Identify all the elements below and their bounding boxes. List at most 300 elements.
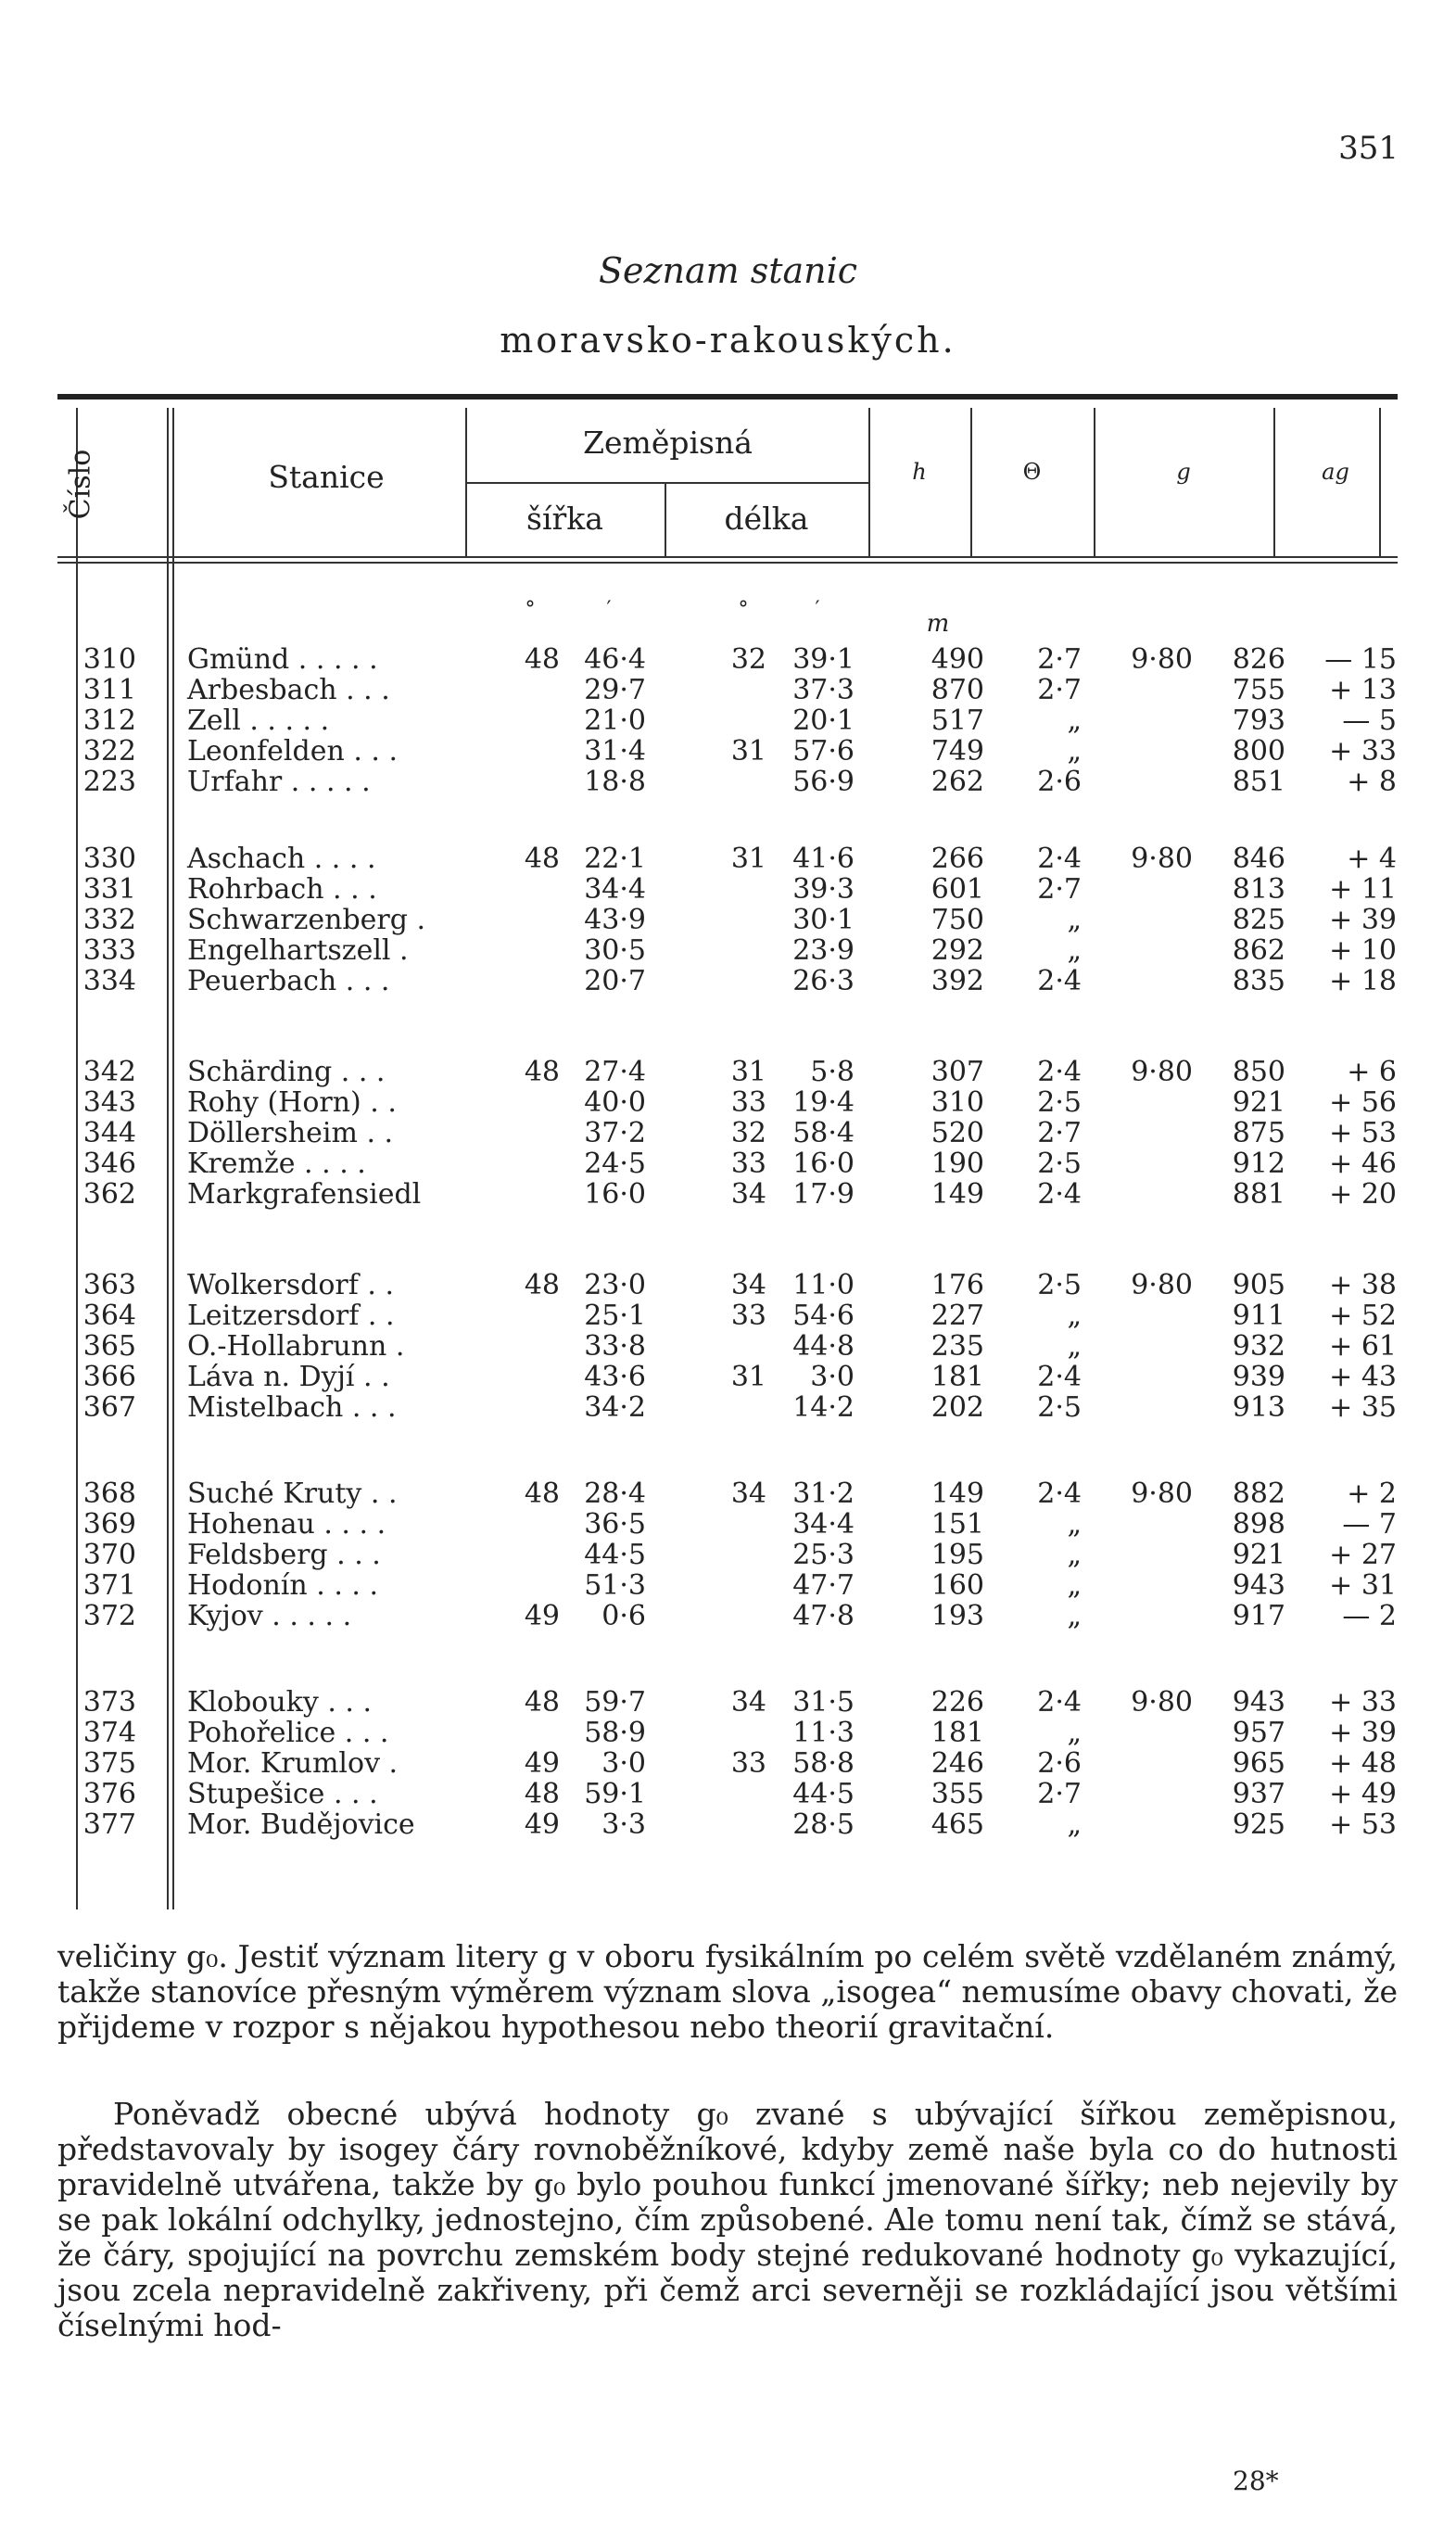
table-row xyxy=(57,1570,1398,1601)
cell-h: 307 xyxy=(931,1056,984,1088)
cell-latm: 30·5 xyxy=(584,934,646,967)
cell-h: 870 xyxy=(931,674,984,706)
cell-num: 367 xyxy=(82,1391,136,1424)
cell-num: 334 xyxy=(82,965,136,997)
header-theta: Θ xyxy=(1022,459,1042,485)
cell-latd: 49 xyxy=(524,1808,560,1841)
cell-lonm: 28·5 xyxy=(792,1808,855,1841)
cell-gr: 881 xyxy=(1232,1178,1285,1211)
cell-h: 235 xyxy=(931,1330,984,1363)
table-hline xyxy=(57,562,1398,564)
cell-ag: + 38 xyxy=(1329,1269,1397,1301)
cell-lonm: 5·8 xyxy=(810,1056,855,1088)
cell-gb: 9·80 xyxy=(1131,1056,1193,1088)
cell-th: 2·7 xyxy=(1037,643,1082,676)
cell-latm: 3·0 xyxy=(601,1747,646,1780)
cell-th: 2·4 xyxy=(1037,1178,1082,1211)
cell-lond: 33 xyxy=(730,1747,766,1780)
cell-latm: 40·0 xyxy=(584,1086,646,1119)
cell-h: 176 xyxy=(931,1269,984,1301)
cell-name: Schwarzenberg . xyxy=(187,904,426,936)
cell-lonm: 58·4 xyxy=(792,1117,855,1149)
cell-latd: 49 xyxy=(524,1600,560,1632)
cell-num: 312 xyxy=(82,704,136,737)
cell-num: 332 xyxy=(82,904,136,936)
cell-num: 331 xyxy=(82,873,136,906)
cell-ag: + 53 xyxy=(1329,1808,1397,1841)
cell-th: „ xyxy=(1067,1508,1082,1541)
cell-latd: 48 xyxy=(524,1478,560,1510)
table-row xyxy=(57,736,1398,767)
cell-name: O.-Hollabrunn . xyxy=(187,1330,405,1363)
cell-th: „ xyxy=(1067,1330,1082,1363)
cell-h: 310 xyxy=(931,1086,984,1119)
cell-h: 520 xyxy=(931,1117,984,1149)
cell-th: „ xyxy=(1067,1300,1082,1332)
cell-ag: + 11 xyxy=(1329,873,1397,906)
table-group xyxy=(57,844,1398,996)
cell-ag: + 56 xyxy=(1329,1086,1397,1119)
table-group xyxy=(57,1270,1398,1423)
cell-name: Engelhartszell . xyxy=(187,934,409,967)
cell-latm: 29·7 xyxy=(584,674,646,706)
cell-gr: 917 xyxy=(1232,1600,1285,1632)
cell-name: Gmünd . . . . . xyxy=(187,643,378,676)
cell-ag: + 10 xyxy=(1329,934,1397,967)
cell-th: 2·5 xyxy=(1037,1148,1082,1180)
cell-lond: 33 xyxy=(730,1086,766,1119)
cell-h: 266 xyxy=(931,843,984,875)
cell-num: 372 xyxy=(82,1600,136,1632)
cell-h: 193 xyxy=(931,1600,984,1632)
cell-th: 2·4 xyxy=(1037,843,1082,875)
cell-ag: — 7 xyxy=(1342,1508,1397,1541)
table-row xyxy=(57,966,1398,996)
cell-gr: 912 xyxy=(1232,1148,1285,1180)
cell-gr: 851 xyxy=(1232,766,1285,798)
cell-gb: 9·80 xyxy=(1131,1269,1193,1301)
cell-lonm: 54·6 xyxy=(792,1300,855,1332)
cell-ag: + 48 xyxy=(1329,1747,1397,1780)
cell-num: 369 xyxy=(82,1508,136,1541)
cell-latd: 48 xyxy=(524,1269,560,1301)
cell-num: 223 xyxy=(82,766,136,798)
cell-th: „ xyxy=(1067,1808,1082,1841)
cell-latm: 34·2 xyxy=(584,1391,646,1424)
cell-lonm: 30·1 xyxy=(792,904,855,936)
cell-num: 330 xyxy=(82,843,136,875)
cell-gr: 921 xyxy=(1232,1086,1285,1119)
cell-th: „ xyxy=(1067,1717,1082,1749)
cell-num: 374 xyxy=(82,1717,136,1749)
cell-ag: + 6 xyxy=(1347,1056,1397,1088)
table-row xyxy=(57,1478,1398,1509)
cell-lonm: 23·9 xyxy=(792,934,855,967)
table-group xyxy=(57,1687,1398,1840)
cell-latm: 25·1 xyxy=(584,1300,646,1332)
cell-lonm: 37·3 xyxy=(792,674,855,706)
cell-name: Wolkersdorf . . xyxy=(187,1269,394,1301)
cell-ag: — 2 xyxy=(1342,1600,1397,1632)
cell-gr: 932 xyxy=(1232,1330,1285,1363)
cell-gr: 755 xyxy=(1232,674,1285,706)
cell-th: „ xyxy=(1067,934,1082,967)
cell-ag: + 20 xyxy=(1329,1178,1397,1211)
page-number: 351 xyxy=(1338,130,1399,167)
unit-deg-lat: ° xyxy=(525,598,536,621)
cell-th: 2·7 xyxy=(1037,873,1082,906)
cell-lonm: 44·8 xyxy=(792,1330,855,1363)
table-row xyxy=(57,705,1398,736)
cell-latm: 33·8 xyxy=(584,1330,646,1363)
cell-num: 363 xyxy=(82,1269,136,1301)
cell-latm: 51·3 xyxy=(584,1569,646,1602)
cell-latd: 48 xyxy=(524,1056,560,1088)
cell-lond: 31 xyxy=(730,1056,766,1088)
cell-h: 465 xyxy=(931,1808,984,1841)
cell-h: 149 xyxy=(931,1478,984,1510)
table-row xyxy=(57,1601,1398,1631)
cell-latm: 21·0 xyxy=(584,704,646,737)
cell-h: 181 xyxy=(931,1361,984,1393)
cell-ag: + 13 xyxy=(1329,674,1397,706)
table-row xyxy=(57,1179,1398,1210)
cell-name: Schärding . . . xyxy=(187,1056,386,1088)
cell-gr: 862 xyxy=(1232,934,1285,967)
cell-th: „ xyxy=(1067,1569,1082,1602)
cell-name: Peuerbach . . . xyxy=(187,965,390,997)
cell-latm: 59·7 xyxy=(584,1686,646,1719)
cell-th: 2·4 xyxy=(1037,1478,1082,1510)
cell-ag: + 49 xyxy=(1329,1778,1397,1810)
cell-num: 371 xyxy=(82,1569,136,1602)
cell-lond: 31 xyxy=(730,735,766,767)
cell-ag: + 43 xyxy=(1329,1361,1397,1393)
cell-h: 202 xyxy=(931,1391,984,1424)
unit-h: m xyxy=(926,610,950,638)
cell-th: „ xyxy=(1067,704,1082,737)
cell-lond: 31 xyxy=(730,1361,766,1393)
cell-h: 160 xyxy=(931,1569,984,1602)
table-row xyxy=(57,1270,1398,1300)
cell-h: 181 xyxy=(931,1717,984,1749)
paragraph-2: Poněvadž obecné ubývá hodnoty g₀ zvané s ubývající šířkou zeměpisnou, představovaly by isogey čáry rovnoběžníkové, kdyby země naše byla co do hutnosti pravidelně utvářena, takže by g₀ bylo pouhou funkcí jmenované šířky; neb nejevily by se pak lokální odchylky, jednostejno, čím způsobené. Ale tomu není tak, čímž se stává, že čáry, spojující na povrchu zemském body stejné redukované hodnoty g₀ vykazující, jsou zcela nepravidelně zakřiveny, při čemž arci severněji se rozkládající jsou většími číselnými hod- xyxy=(57,2096,1398,2343)
table-row xyxy=(57,1118,1398,1148)
cell-lonm: 57·6 xyxy=(792,735,855,767)
table-row xyxy=(57,1809,1398,1840)
cell-gb: 9·80 xyxy=(1131,1478,1193,1510)
cell-latm: 43·9 xyxy=(584,904,646,936)
cell-name: Rohy (Horn) . . xyxy=(187,1086,397,1119)
cell-name: Zell . . . . . xyxy=(187,704,330,737)
table-hline xyxy=(57,556,1398,558)
cell-name: Mor. Budějovice xyxy=(187,1808,415,1841)
cell-h: 190 xyxy=(931,1148,984,1180)
cell-ag: + 27 xyxy=(1329,1539,1397,1571)
cell-num: 342 xyxy=(82,1056,136,1088)
table-hline xyxy=(465,482,870,484)
cell-lond: 33 xyxy=(730,1148,766,1180)
table-row xyxy=(57,874,1398,905)
cell-h: 151 xyxy=(931,1508,984,1541)
table-row xyxy=(57,1540,1398,1570)
cell-th: „ xyxy=(1067,735,1082,767)
cell-ag: + 52 xyxy=(1329,1300,1397,1332)
unit-min-lon: ′ xyxy=(815,598,820,621)
table-row xyxy=(57,1779,1398,1809)
cell-h: 246 xyxy=(931,1747,984,1780)
header-h: h xyxy=(912,459,927,485)
cell-lond: 34 xyxy=(730,1686,766,1719)
cell-gr: 957 xyxy=(1232,1717,1285,1749)
cell-th: 2·5 xyxy=(1037,1086,1082,1119)
cell-name: Aschach . . . . xyxy=(187,843,376,875)
cell-num: 362 xyxy=(82,1178,136,1211)
cell-latm: 16·0 xyxy=(584,1178,646,1211)
cell-latm: 24·5 xyxy=(584,1148,646,1180)
cell-ag: + 8 xyxy=(1347,766,1397,798)
cell-lonm: 58·8 xyxy=(792,1747,855,1780)
table-row xyxy=(57,1392,1398,1423)
cell-latm: 58·9 xyxy=(584,1717,646,1749)
top-rule xyxy=(57,394,1398,400)
table-group xyxy=(57,644,1398,797)
cell-gr: 875 xyxy=(1232,1117,1285,1149)
cell-th: 2·6 xyxy=(1037,1747,1082,1780)
cell-name: Láva n. Dyjí . . xyxy=(187,1361,390,1393)
cell-h: 227 xyxy=(931,1300,984,1332)
cell-gr: 793 xyxy=(1232,704,1285,737)
cell-th: 2·4 xyxy=(1037,1361,1082,1393)
cell-lonm: 11·0 xyxy=(792,1269,855,1301)
cell-lonm: 19·4 xyxy=(792,1086,855,1119)
cell-lonm: 44·5 xyxy=(792,1778,855,1810)
cell-lond: 34 xyxy=(730,1178,766,1211)
table-row xyxy=(57,935,1398,966)
cell-num: 368 xyxy=(82,1478,136,1510)
cell-latm: 44·5 xyxy=(584,1539,646,1571)
cell-gr: 921 xyxy=(1232,1539,1285,1571)
cell-num: 364 xyxy=(82,1300,136,1332)
cell-th: „ xyxy=(1067,1539,1082,1571)
cell-lonm: 56·9 xyxy=(792,766,855,798)
cell-gr: 813 xyxy=(1232,873,1285,906)
cell-gr: 943 xyxy=(1232,1686,1285,1719)
header-stanice: Stanice xyxy=(268,459,385,495)
cell-lonm: 47·7 xyxy=(792,1569,855,1602)
cell-name: Leonfelden . . . xyxy=(187,735,399,767)
table-row xyxy=(57,1509,1398,1540)
cell-h: 355 xyxy=(931,1778,984,1810)
cell-lond: 33 xyxy=(730,1300,766,1332)
cell-gb: 9·80 xyxy=(1131,843,1193,875)
cell-latm: 43·6 xyxy=(584,1361,646,1393)
cell-name: Kyjov . . . . . xyxy=(187,1600,352,1632)
cell-gr: 913 xyxy=(1232,1391,1285,1424)
cell-lond: 32 xyxy=(730,643,766,676)
table-row xyxy=(57,1148,1398,1179)
cell-h: 392 xyxy=(931,965,984,997)
cell-ag: + 53 xyxy=(1329,1117,1397,1149)
cell-latm: 34·4 xyxy=(584,873,646,906)
cell-num: 366 xyxy=(82,1361,136,1393)
cell-latm: 46·4 xyxy=(584,643,646,676)
cell-h: 601 xyxy=(931,873,984,906)
table-row xyxy=(57,767,1398,797)
cell-gr: 882 xyxy=(1232,1478,1285,1510)
cell-h: 149 xyxy=(931,1178,984,1211)
cell-lond: 34 xyxy=(730,1269,766,1301)
cell-gr: 905 xyxy=(1232,1269,1285,1301)
cell-latm: 36·5 xyxy=(584,1508,646,1541)
cell-name: Feldsberg . . . xyxy=(187,1539,381,1571)
cell-gr: 800 xyxy=(1232,735,1285,767)
cell-th: 2·5 xyxy=(1037,1391,1082,1424)
header-zemepisna: Zeměpisná xyxy=(583,425,753,461)
cell-ag: + 35 xyxy=(1329,1391,1397,1424)
cell-latm: 0·6 xyxy=(601,1600,646,1632)
cell-latm: 31·4 xyxy=(584,735,646,767)
cell-gr: 846 xyxy=(1232,843,1285,875)
cell-latd: 48 xyxy=(524,843,560,875)
cell-lonm: 3·0 xyxy=(810,1361,855,1393)
cell-th: „ xyxy=(1067,904,1082,936)
cell-lond: 32 xyxy=(730,1117,766,1149)
cell-latm: 28·4 xyxy=(584,1478,646,1510)
cell-ag: + 4 xyxy=(1347,843,1397,875)
cell-name: Rohrbach . . . xyxy=(187,873,377,906)
cell-num: 376 xyxy=(82,1778,136,1810)
cell-th: 2·5 xyxy=(1037,1269,1082,1301)
cell-latd: 49 xyxy=(524,1747,560,1780)
cell-name: Pohořelice . . . xyxy=(187,1717,389,1749)
cell-h: 226 xyxy=(931,1686,984,1719)
cell-latm: 22·1 xyxy=(584,843,646,875)
cell-num: 343 xyxy=(82,1086,136,1119)
cell-lonm: 16·0 xyxy=(792,1148,855,1180)
cell-num: 375 xyxy=(82,1747,136,1780)
cell-lonm: 20·1 xyxy=(792,704,855,737)
paragraph-1: veličiny g₀. Jestiť význam litery g v oboru fysikálním po celém světě vzdělaném známý, takže stanovíce přesným výměrem význam slova „isogea“ nemusíme obavy chovati, že přijdeme v rozpor s nějakou hypothesou nebo theorií gravitační. xyxy=(57,1938,1398,2045)
cell-num: 322 xyxy=(82,735,136,767)
cell-num: 346 xyxy=(82,1148,136,1180)
cell-latm: 23·0 xyxy=(584,1269,646,1301)
table-row xyxy=(57,1331,1398,1362)
cell-h: 749 xyxy=(931,735,984,767)
cell-th: 2·4 xyxy=(1037,1056,1082,1088)
cell-lonm: 17·9 xyxy=(792,1178,855,1211)
cell-num: 370 xyxy=(82,1539,136,1571)
header-g: g xyxy=(1176,459,1191,485)
table-row xyxy=(57,1087,1398,1118)
table-group xyxy=(57,1057,1398,1210)
table-row xyxy=(57,675,1398,705)
cell-name: Urfahr . . . . . xyxy=(187,766,371,798)
cell-ag: + 33 xyxy=(1329,1686,1397,1719)
cell-num: 310 xyxy=(82,643,136,676)
cell-lonm: 25·3 xyxy=(792,1539,855,1571)
cell-th: „ xyxy=(1067,1600,1082,1632)
cell-latm: 37·2 xyxy=(584,1117,646,1149)
cell-name: Mor. Krumlov . xyxy=(187,1747,399,1780)
header-cislo: Číslo xyxy=(64,449,97,520)
cell-lonm: 41·6 xyxy=(792,843,855,875)
table-row xyxy=(57,1718,1398,1748)
cell-gr: 943 xyxy=(1232,1569,1285,1602)
cell-name: Stupešice . . . xyxy=(187,1778,378,1810)
table-group xyxy=(57,1478,1398,1631)
cell-num: 377 xyxy=(82,1808,136,1841)
cell-th: 2·4 xyxy=(1037,1686,1082,1719)
cell-num: 373 xyxy=(82,1686,136,1719)
cell-th: 2·7 xyxy=(1037,1117,1082,1149)
cell-gr: 911 xyxy=(1232,1300,1285,1332)
cell-gr: 825 xyxy=(1232,904,1285,936)
cell-ag: + 61 xyxy=(1329,1330,1397,1363)
cell-gr: 850 xyxy=(1232,1056,1285,1088)
cell-ag: + 39 xyxy=(1329,1717,1397,1749)
cell-h: 195 xyxy=(931,1539,984,1571)
cell-latd: 48 xyxy=(524,643,560,676)
cell-gr: 937 xyxy=(1232,1778,1285,1810)
cell-th: 2·6 xyxy=(1037,766,1082,798)
table-row xyxy=(57,1300,1398,1331)
header-sirka: šířka xyxy=(526,501,603,537)
footnote-mark: 28* xyxy=(1233,2466,1279,2496)
cell-latd: 48 xyxy=(524,1778,560,1810)
cell-th: 2·4 xyxy=(1037,965,1082,997)
cell-lonm: 11·3 xyxy=(792,1717,855,1749)
table-row xyxy=(57,844,1398,874)
table-row xyxy=(57,905,1398,935)
cell-latd: 48 xyxy=(524,1686,560,1719)
cell-gr: 835 xyxy=(1232,965,1285,997)
cell-h: 262 xyxy=(931,766,984,798)
cell-gb: 9·80 xyxy=(1131,1686,1193,1719)
table-row xyxy=(57,1748,1398,1779)
cell-ag: — 5 xyxy=(1342,704,1397,737)
cell-th: 2·7 xyxy=(1037,674,1082,706)
cell-latm: 18·8 xyxy=(584,766,646,798)
cell-name: Mistelbach . . . xyxy=(187,1391,397,1424)
table-row xyxy=(57,644,1398,675)
cell-ag: + 31 xyxy=(1329,1569,1397,1602)
cell-lonm: 34·4 xyxy=(792,1508,855,1541)
page-subtitle: moravsko-rakouských. xyxy=(500,320,956,361)
cell-gr: 939 xyxy=(1232,1361,1285,1393)
cell-lonm: 31·2 xyxy=(792,1478,855,1510)
unit-min-lat: ′ xyxy=(606,598,612,621)
cell-latm: 3·3 xyxy=(601,1808,646,1841)
cell-lonm: 31·5 xyxy=(792,1686,855,1719)
cell-latm: 27·4 xyxy=(584,1056,646,1088)
table-row xyxy=(57,1362,1398,1392)
cell-ag: + 18 xyxy=(1329,965,1397,997)
cell-name: Suché Kruty . . xyxy=(187,1478,398,1510)
cell-lonm: 39·3 xyxy=(792,873,855,906)
cell-name: Arbesbach . . . xyxy=(187,674,390,706)
cell-latm: 20·7 xyxy=(584,965,646,997)
cell-name: Kremže . . . . xyxy=(187,1148,366,1180)
cell-name: Klobouky . . . xyxy=(187,1686,372,1719)
cell-num: 333 xyxy=(82,934,136,967)
header-delka: délka xyxy=(724,501,809,537)
cell-lonm: 26·3 xyxy=(792,965,855,997)
cell-h: 490 xyxy=(931,643,984,676)
cell-latm: 59·1 xyxy=(584,1778,646,1810)
cell-gr: 965 xyxy=(1232,1747,1285,1780)
cell-gr: 898 xyxy=(1232,1508,1285,1541)
